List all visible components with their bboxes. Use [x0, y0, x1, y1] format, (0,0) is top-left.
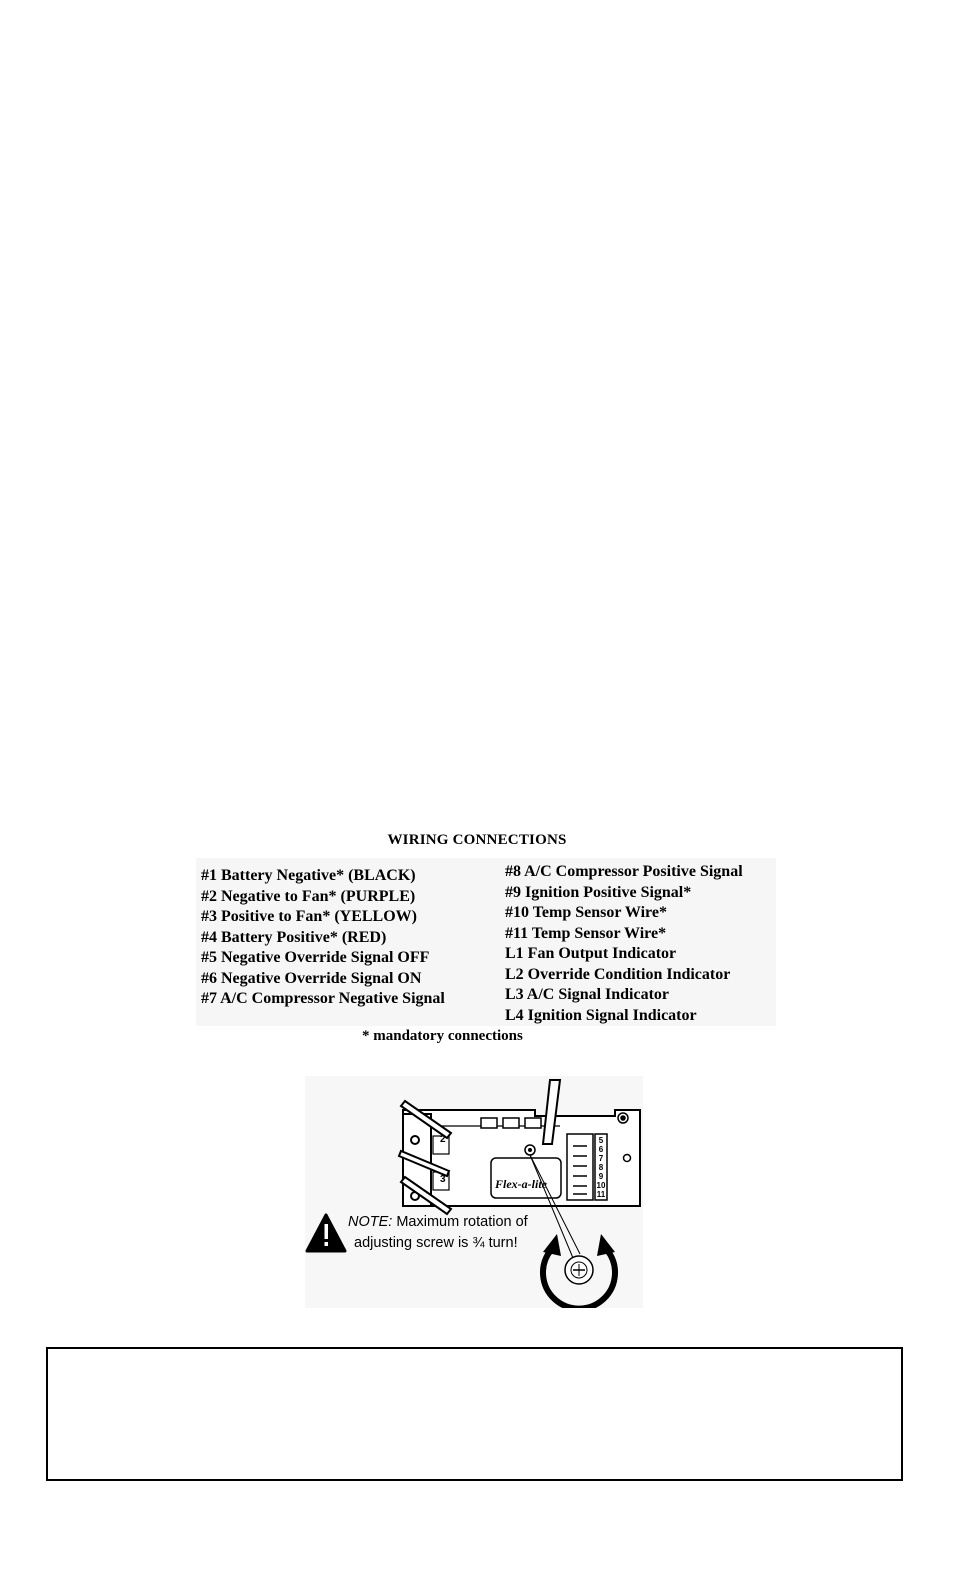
top-connector-tabs	[481, 1118, 541, 1128]
connection-item: L2 Override Condition Indicator	[505, 965, 731, 983]
connection-item: L1 Fan Output Indicator	[505, 945, 677, 962]
note-line2: adjusting screw is ¾ turn!	[354, 1235, 518, 1251]
terminal-strip	[595, 1134, 607, 1200]
terminal-strip-8: 8	[598, 1163, 604, 1172]
wiring-title: WIRING CONNECTIONS	[387, 832, 567, 848]
notice-box	[46, 1347, 903, 1481]
terminal-strip-5: 5	[598, 1136, 604, 1145]
terminal-strip-6: 6	[598, 1145, 604, 1154]
connection-item: #9 Ignition Positive Signal*	[505, 883, 692, 901]
connection-item: L4 Ignition Signal Indicator	[505, 1006, 697, 1024]
left-connections-list	[201, 866, 445, 1010]
connection-item: #6 Negative Override Signal ON	[201, 969, 422, 987]
terminal-label-2: 2	[440, 1134, 446, 1145]
connection-item: #11 Temp Sensor Wire*	[505, 924, 667, 942]
connection-item: #2 Negative to Fan* (PURPLE)	[201, 887, 416, 905]
note-label: NOTE:	[348, 1214, 393, 1230]
adjusting-screw	[565, 1256, 593, 1284]
terminal-strip-9: 9	[598, 1172, 604, 1181]
brand-logo: Flex-a-lite	[495, 1177, 547, 1191]
rotation-note	[348, 1212, 608, 1254]
connection-item: #4 Battery Positive* (RED)	[201, 928, 387, 946]
connection-item: L3 A/C Signal Indicator	[505, 986, 670, 1003]
connection-item: #5 Negative Override Signal OFF	[201, 949, 430, 966]
connection-item: #7 A/C Compressor Negative Signal	[201, 990, 445, 1007]
terminal-strip-10: 10	[596, 1181, 606, 1190]
mandatory-footnote: * mandatory connections	[362, 1028, 523, 1044]
note-line1: Maximum rotation of	[392, 1214, 528, 1230]
terminal-label-3: 3	[440, 1174, 446, 1185]
connection-item: #1 Battery Negative* (BLACK)	[201, 867, 416, 884]
terminal-strip-7: 7	[598, 1154, 604, 1163]
terminal-strip-11: 11	[596, 1190, 606, 1199]
right-connections-list	[505, 862, 743, 1026]
connection-item: #3 Positive to Fan* (YELLOW)	[201, 908, 417, 925]
controller-diagram	[305, 1076, 643, 1308]
connection-item: #10 Temp Sensor Wire*	[505, 904, 667, 921]
connection-item: #8 A/C Compressor Positive Signal	[505, 863, 743, 880]
